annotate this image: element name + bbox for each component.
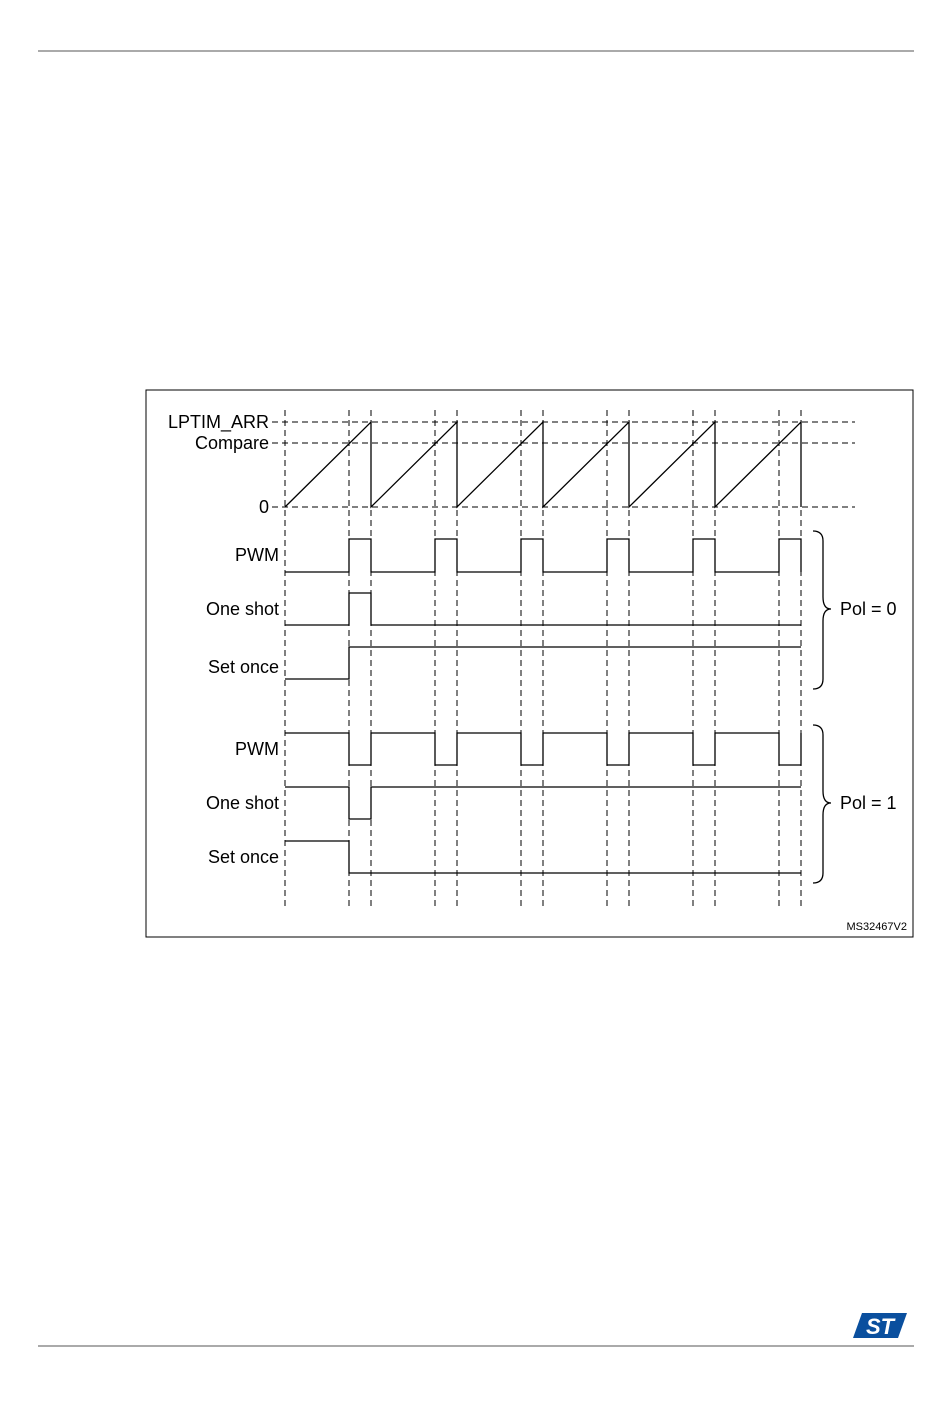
pol0-bracket xyxy=(813,531,831,689)
pol0-bracket-label: Pol = 0 xyxy=(840,599,897,619)
pol1-pwm-label: PWM xyxy=(235,739,279,759)
pol0-one-shot-label: One shot xyxy=(205,599,279,619)
st-logo xyxy=(853,1313,907,1339)
pol1-set-once-label: Set once xyxy=(207,847,279,867)
pol1-one-shot-label: One shot xyxy=(205,793,279,813)
counter-sawtooth xyxy=(285,422,801,507)
st-logo-text: ST xyxy=(865,1314,895,1339)
arr-label: LPTIM_ARR xyxy=(167,412,269,432)
pol1-pwm-waveform xyxy=(285,733,801,765)
pol1-bracket-label: Pol = 1 xyxy=(840,793,897,813)
zero-label: 0 xyxy=(258,497,269,517)
pol1-bracket xyxy=(813,725,831,883)
compare-label: Compare xyxy=(194,433,269,453)
pol0-pwm-waveform xyxy=(285,539,801,572)
figure-id: MS32467V2 xyxy=(846,921,907,933)
pol0-set-once-label: Set once xyxy=(207,657,279,677)
pol0-pwm-label: PWM xyxy=(235,545,279,565)
